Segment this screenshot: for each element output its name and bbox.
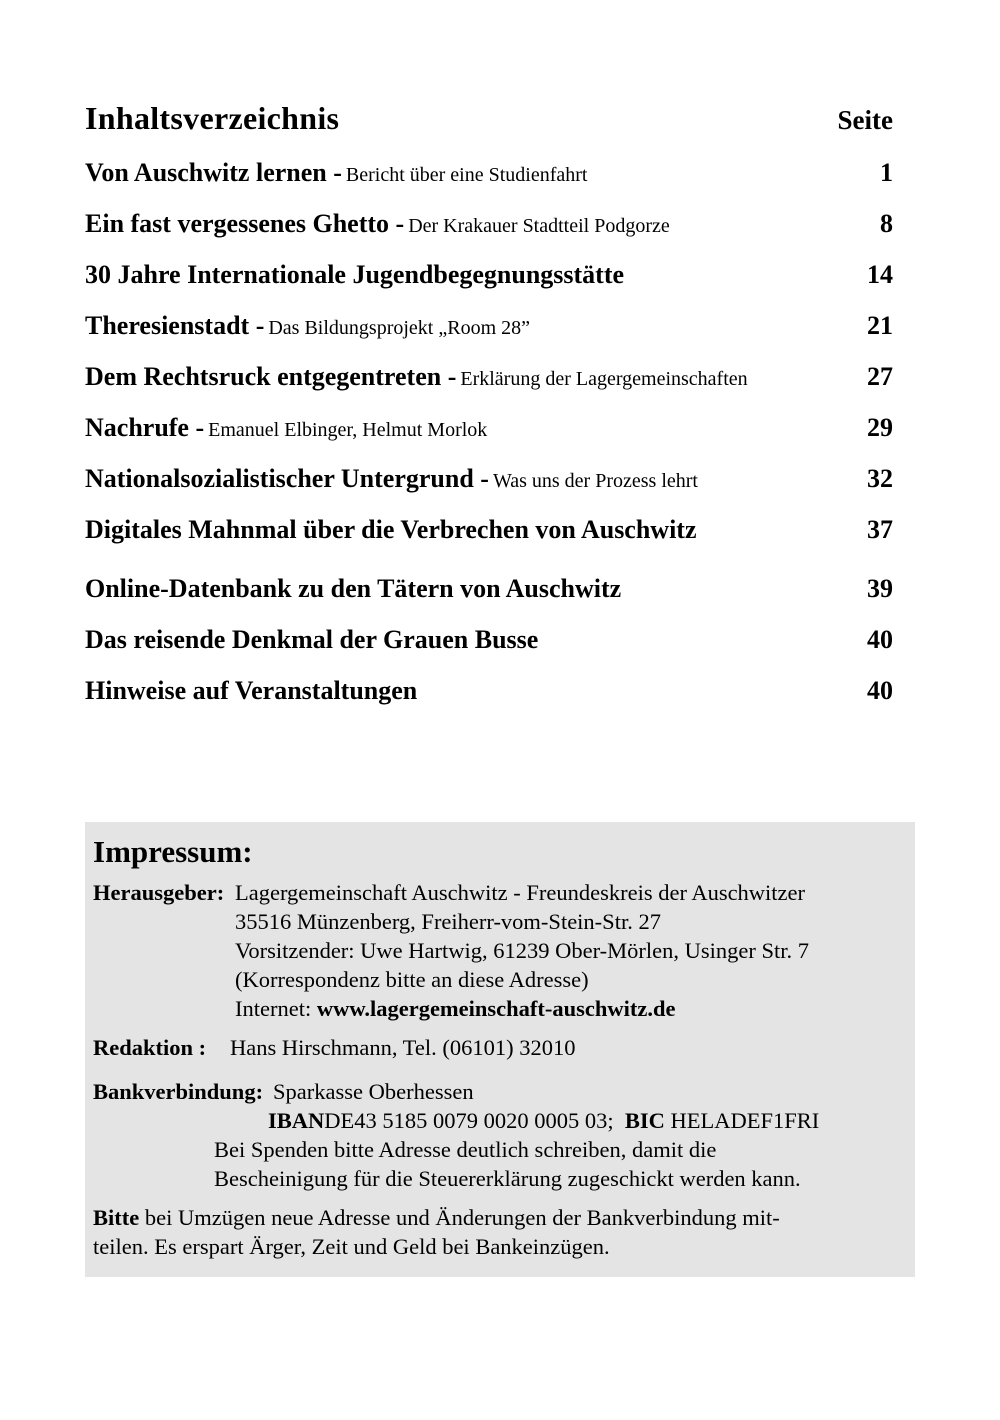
entry-title: Theresienstadt - bbox=[85, 311, 265, 340]
redaktion-text: Hans Hirschmann, Tel. (06101) 32010 bbox=[230, 1035, 576, 1060]
herausgeber-address: 35516 Münzenberg, Freiherr-vom-Stein-Str. 27 bbox=[235, 909, 661, 934]
entry-page-number: 1 bbox=[880, 158, 893, 187]
toc-heading: Inhaltsverzeichnis bbox=[85, 100, 340, 136]
impressum-body bbox=[93, 878, 901, 1261]
toc-entry bbox=[85, 412, 893, 447]
entry-title: 30 Jahre Internationale Jugendbegegnungsstätte bbox=[85, 260, 625, 289]
toc-entry bbox=[85, 675, 893, 710]
impressum-heading: Impressum: bbox=[93, 834, 253, 869]
bitte-text-line2: teilen. Es erspart Ärger, Zeit und Geld bei Bankeinzügen. bbox=[93, 1234, 610, 1259]
entry-title: Nachrufe - bbox=[85, 413, 205, 442]
toc-entry bbox=[85, 624, 893, 659]
internet-line bbox=[93, 994, 901, 1023]
bitte-block bbox=[93, 1203, 901, 1261]
entry-page-number: 27 bbox=[867, 362, 893, 391]
spenden-note-line2: Bescheinigung für die Steuererklärung zugeschickt werden kann. bbox=[214, 1166, 801, 1191]
bank-label: Bankverbindung: bbox=[93, 1079, 264, 1104]
entry-page-number: 21 bbox=[867, 311, 893, 340]
spenden-note-line1: Bei Spenden bitte Adresse deutlich schreiben, damit die bbox=[214, 1137, 717, 1162]
entry-subtitle: Was uns der Prozess lehrt bbox=[492, 470, 698, 492]
redaktion-label: Redaktion : bbox=[93, 1035, 207, 1060]
toc-entry bbox=[85, 259, 893, 294]
vorsitzender-line: Vorsitzender: Uwe Hartwig, 61239 Ober-Mörlen, Usinger Str. 7 bbox=[235, 938, 810, 963]
page-column-label: Seite bbox=[837, 105, 893, 135]
iban-line bbox=[93, 1106, 901, 1135]
entry-title: Hinweise auf Veranstaltungen bbox=[85, 676, 418, 705]
entry-subtitle: Bericht über eine Studienfahrt bbox=[345, 164, 588, 186]
entry-subtitle: Das Bildungsprojekt „Room 28” bbox=[268, 317, 530, 339]
entry-page-number: 37 bbox=[867, 515, 893, 544]
herausgeber-name: Lagergemeinschaft Auschwitz - Freundeskreis der Auschwitzer bbox=[235, 880, 806, 905]
website-url: www.lagergemeinschaft-auschwitz.de bbox=[316, 996, 676, 1021]
entry-title: Dem Rechtsruck entgegentreten - bbox=[85, 362, 457, 391]
bank-name: Sparkasse Oberhessen bbox=[273, 1079, 474, 1104]
toc-entry bbox=[85, 463, 893, 498]
bitte-text-line1: bei Umzügen neue Adresse und Änderungen der Bankverbindung mit- bbox=[139, 1205, 780, 1230]
entry-title: Nationalsozialistischer Untergrund - bbox=[85, 464, 489, 493]
entry-page-number: 40 bbox=[867, 676, 893, 705]
entry-page-number: 14 bbox=[867, 260, 893, 289]
entry-page-number: 39 bbox=[867, 574, 893, 603]
entry-subtitle: Emanuel Elbinger, Helmut Morlok bbox=[208, 419, 488, 441]
entry-title: Von Auschwitz lernen - bbox=[85, 158, 342, 187]
entry-title: Online-Datenbank zu den Tätern von Auschwitz bbox=[85, 574, 622, 603]
entry-subtitle: Erklärung der Lagergemeinschaften bbox=[460, 368, 748, 390]
impressum-box bbox=[85, 822, 915, 1277]
herausgeber-block bbox=[93, 878, 901, 1023]
toc-header bbox=[85, 100, 893, 137]
entry-page-number: 29 bbox=[867, 413, 893, 442]
entry-title: Digitales Mahnmal über die Verbrechen von Auschwitz bbox=[85, 515, 697, 544]
redaktion-block bbox=[93, 1033, 901, 1062]
toc-entry bbox=[85, 514, 893, 549]
bic-value: HELADEF1FRI bbox=[664, 1108, 820, 1133]
entry-page-number: 32 bbox=[867, 464, 893, 493]
entry-title: Ein fast vergessenes Ghetto - bbox=[85, 209, 405, 238]
entry-page-number: 40 bbox=[867, 625, 893, 654]
toc-entry bbox=[85, 310, 893, 345]
iban-value: DE43 5185 0079 0020 0005 03; bbox=[324, 1108, 620, 1133]
herausgeber-label: Herausgeber: bbox=[93, 880, 225, 905]
iban-label: IBAN bbox=[268, 1108, 325, 1133]
bic-label: BIC bbox=[624, 1108, 665, 1133]
toc-entry bbox=[85, 157, 893, 192]
internet-label: Internet: bbox=[235, 996, 317, 1021]
entry-subtitle: Der Krakauer Stadtteil Podgorze bbox=[408, 215, 670, 237]
korrespondenz-note: (Korrespondenz bitte an diese Adresse) bbox=[235, 967, 589, 992]
toc-entry bbox=[85, 361, 893, 396]
entry-title: Das reisende Denkmal der Grauen Busse bbox=[85, 625, 539, 654]
bitte-label: Bitte bbox=[93, 1205, 140, 1230]
entry-page-number: 8 bbox=[880, 209, 893, 238]
toc-entry bbox=[85, 573, 893, 608]
bank-block bbox=[93, 1077, 901, 1193]
toc-entry bbox=[85, 208, 893, 243]
